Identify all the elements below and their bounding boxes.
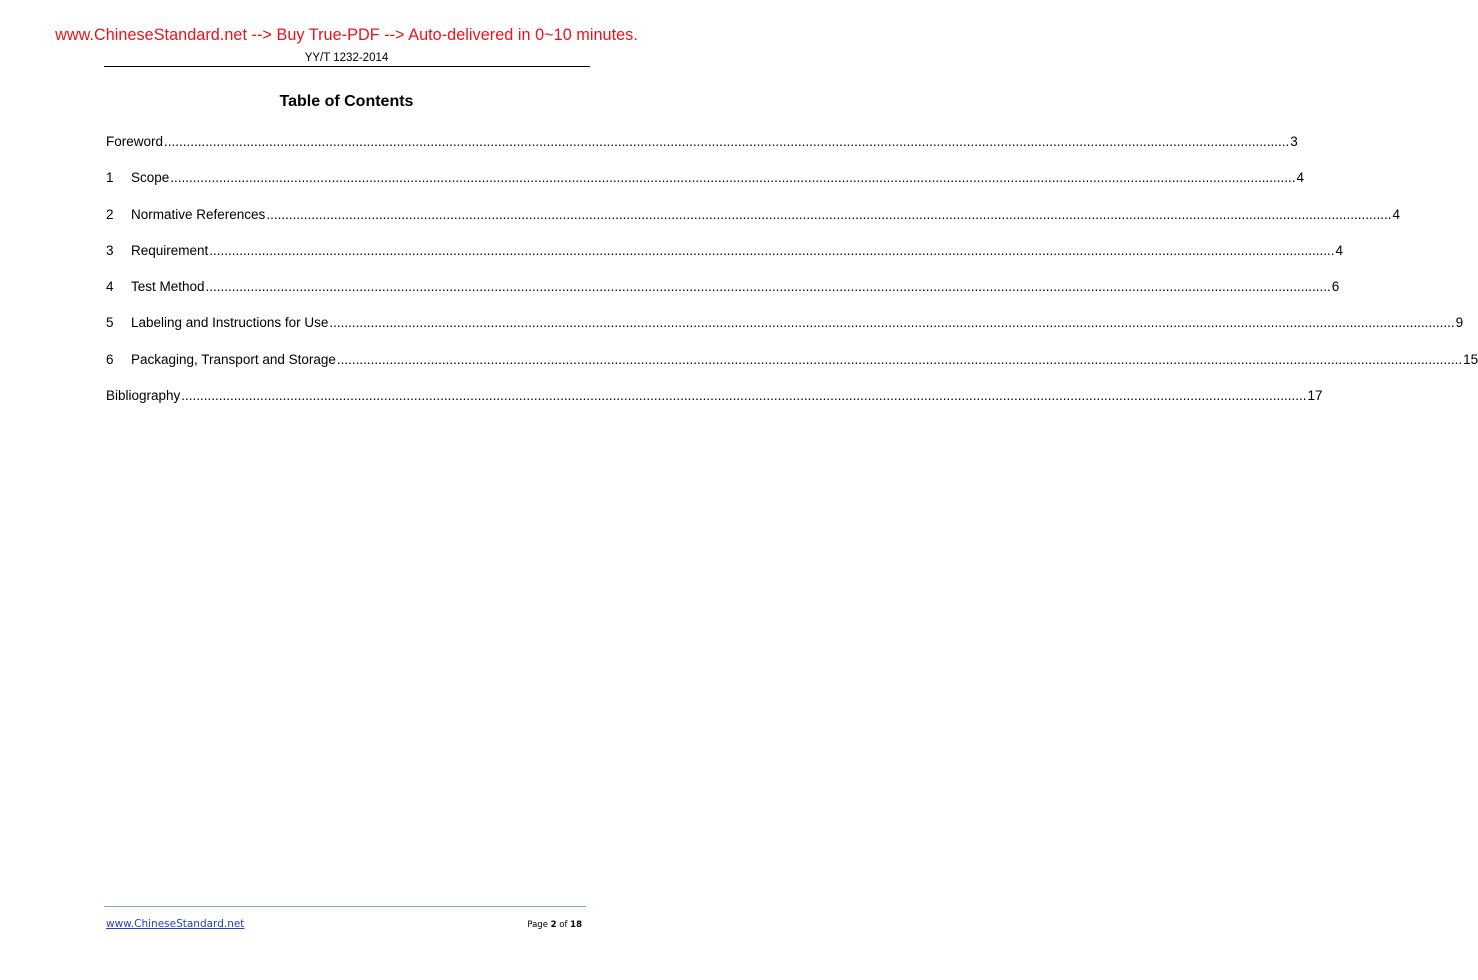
- toc-entry-page: 17: [1307, 388, 1323, 404]
- toc-entry-page: 15: [1463, 351, 1478, 367]
- footer-page-number: [527, 920, 582, 930]
- toc-entry-label: Normative References: [131, 206, 266, 222]
- toc-entry-label: Packaging, Transport and Storage: [131, 351, 336, 367]
- toc-entry-number: 1: [106, 170, 114, 186]
- toc-entry-number: 4: [106, 279, 114, 295]
- footer-website-link[interactable]: www.ChineseStandard.net: [106, 918, 245, 930]
- toc-entry-packaging[interactable]: [106, 351, 1478, 388]
- toc-entry-label: Bibliography: [106, 388, 181, 404]
- toc-leader-dots: ............................................................................................................................................................................................................................................................................................................: [336, 351, 1463, 367]
- toc-entry-label: Scope: [131, 170, 170, 186]
- toc-entry-number: 2: [106, 206, 114, 222]
- page-current: 2: [550, 920, 557, 930]
- toc-entry-label: Requirement: [131, 242, 209, 258]
- toc-leader-dots: ............................................................................................................................................................................................................................................................................................................: [266, 206, 1392, 222]
- toc-entry-test-method[interactable]: [106, 279, 1340, 315]
- toc-leader-dots: ............................................................................................................................................................................................................................................................................................................: [209, 242, 1335, 258]
- toc-title: Table of Contents: [279, 93, 414, 110]
- header-divider: [104, 66, 590, 67]
- toc-leader-dots: ............................................................................................................................................................................................................................................................................................................: [170, 170, 1296, 186]
- toc-entry-foreword[interactable]: [106, 134, 1298, 170]
- toc-entry-number: 6: [106, 351, 114, 367]
- toc-entry-page: 9: [1455, 315, 1464, 331]
- toc-entry-scope[interactable]: [106, 170, 1305, 206]
- toc-leader-dots: ............................................................................................................................................................................................................................................................................................................: [329, 315, 1455, 331]
- toc-entry-normative-references[interactable]: [106, 206, 1401, 243]
- toc-leader-dots: ............................................................................................................................................................................................................................................................................................................: [164, 134, 1290, 149]
- page-total: 18: [570, 920, 582, 930]
- footer-divider: [104, 906, 586, 907]
- toc-entry-page: 6: [1331, 279, 1340, 295]
- page-of: of: [559, 920, 568, 930]
- toc-entry-bibliography[interactable]: [106, 388, 1323, 424]
- toc-entry-label: Foreword: [106, 134, 164, 149]
- toc-entry-label: Labeling and Instructions for Use: [131, 315, 329, 331]
- page-prefix: Page: [527, 920, 548, 930]
- toc-entry-number: 5: [106, 315, 114, 331]
- toc-entry-page: 4: [1335, 242, 1344, 258]
- standard-number: YY/T 1232-2014: [304, 52, 389, 64]
- toc-leader-dots: ............................................................................................................................................................................................................................................................................................................: [205, 279, 1331, 295]
- toc-entry-page: 3: [1290, 134, 1298, 149]
- toc-entry-page: 4: [1296, 170, 1305, 186]
- header-banner-link[interactable]: www.ChineseStandard.net --> Buy True-PDF --> Auto-delivered in 0~10 minutes.: [55, 26, 638, 44]
- toc-entry-labeling[interactable]: [106, 315, 1464, 351]
- toc-entry-requirement[interactable]: [106, 242, 1344, 279]
- toc-entry-page: 4: [1392, 206, 1401, 222]
- toc-leader-dots: ............................................................................................................................................................................................................................................................................................................: [181, 388, 1307, 404]
- toc-entry-number: 3: [106, 242, 114, 258]
- toc-entry-label: Test Method: [131, 279, 205, 295]
- table-of-contents: [106, 134, 1478, 424]
